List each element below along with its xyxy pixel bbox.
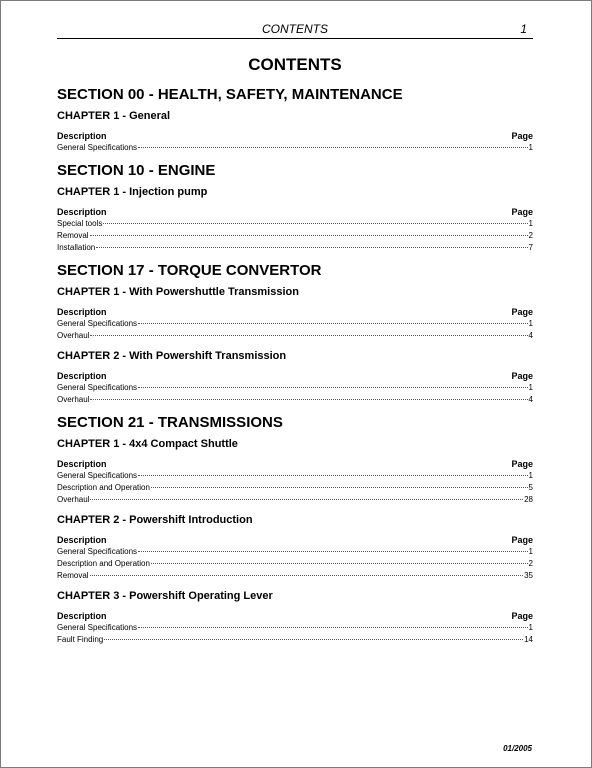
toc-entry-page: 35 <box>524 571 533 580</box>
toc-entry-label: General Specifications <box>57 547 138 556</box>
main-title: CONTENTS <box>248 55 342 74</box>
entries-header <box>57 535 533 546</box>
chapter <box>57 513 533 582</box>
toc-entry-page: 28 <box>524 495 533 504</box>
description-column-header: Description <box>57 535 107 545</box>
header-page-number: 1 <box>520 22 527 36</box>
entries-header <box>57 307 533 318</box>
toc-entry[interactable] <box>57 330 533 342</box>
toc-entry-label: General Specifications <box>57 383 138 392</box>
entries-header <box>57 207 533 218</box>
chapter-title: CHAPTER 1 - With Powershuttle Transmission <box>57 286 299 298</box>
page-column-header: Page <box>511 371 533 381</box>
toc-entry[interactable] <box>57 218 533 230</box>
chapter-title: CHAPTER 1 - Injection pump <box>57 186 208 198</box>
description-column-header: Description <box>57 611 107 621</box>
toc-entry-page: 1 <box>528 547 533 556</box>
dot-leader <box>138 387 528 388</box>
description-column-header: Description <box>57 307 107 317</box>
chapter <box>57 437 533 506</box>
sections-list <box>57 86 533 646</box>
toc-entry[interactable] <box>57 570 533 582</box>
entries-header <box>57 459 533 470</box>
toc-entry-label: Special tools <box>57 219 103 228</box>
toc-entry[interactable] <box>57 634 533 646</box>
toc-entry-page: 2 <box>528 559 533 568</box>
page-column-header: Page <box>511 307 533 317</box>
toc-entry[interactable] <box>57 558 533 570</box>
toc-entry[interactable] <box>57 494 533 506</box>
chapter-title: CHAPTER 1 - 4x4 Compact Shuttle <box>57 438 238 450</box>
entries-header <box>57 131 533 142</box>
header-title: CONTENTS <box>262 22 328 36</box>
toc-entry[interactable] <box>57 230 533 242</box>
toc-entry[interactable] <box>57 470 533 482</box>
chapter <box>57 589 533 646</box>
toc-entry[interactable] <box>57 482 533 494</box>
section-title: SECTION 17 - TORQUE CONVERTOR <box>57 262 322 279</box>
toc-entry-page: 1 <box>528 623 533 632</box>
toc-entry[interactable] <box>57 242 533 254</box>
toc-entry-label: Removal <box>57 571 89 580</box>
toc-entry[interactable] <box>57 142 533 154</box>
toc-entry-page: 2 <box>528 231 533 240</box>
toc-entry-label: Installation <box>57 243 96 252</box>
dot-leader <box>151 563 528 564</box>
toc-entry[interactable] <box>57 382 533 394</box>
chapter-title: CHAPTER 2 - Powershift Introduction <box>57 514 253 526</box>
dot-leader <box>138 323 528 324</box>
dot-leader <box>96 247 527 248</box>
page-column-header: Page <box>511 535 533 545</box>
page-header <box>57 22 533 39</box>
chapter <box>57 109 533 154</box>
dot-leader <box>90 335 527 336</box>
toc-entry[interactable] <box>57 394 533 406</box>
toc-entry-label: Description and Operation <box>57 559 150 568</box>
dot-leader <box>90 499 523 500</box>
chapter <box>57 349 533 406</box>
toc-entry-label: Fault Finding <box>57 635 104 644</box>
toc-entry-page: 1 <box>528 383 533 392</box>
section-title: SECTION 10 - ENGINE <box>57 162 216 179</box>
dot-leader <box>138 551 528 552</box>
section-title: SECTION 21 - TRANSMISSIONS <box>57 414 283 431</box>
toc-entry-label: Overhaul <box>57 331 90 340</box>
dot-leader <box>138 475 528 476</box>
page-column-header: Page <box>511 459 533 469</box>
chapter <box>57 185 533 254</box>
toc-entry-page: 7 <box>528 243 533 252</box>
chapter-title: CHAPTER 3 - Powershift Operating Lever <box>57 590 273 602</box>
toc-entry-page: 1 <box>528 219 533 228</box>
section <box>57 162 533 254</box>
toc-entry[interactable] <box>57 546 533 558</box>
chapter-title: CHAPTER 1 - General <box>57 110 171 122</box>
section <box>57 262 533 406</box>
description-column-header: Description <box>57 459 107 469</box>
section <box>57 414 533 646</box>
page-column-header: Page <box>511 131 533 141</box>
toc-entry-label: General Specifications <box>57 319 138 328</box>
toc-entry-page: 1 <box>528 319 533 328</box>
description-column-header: Description <box>57 371 107 381</box>
footer-date: 01/2005 <box>503 744 532 753</box>
dot-leader <box>90 575 524 576</box>
dot-leader <box>103 223 527 224</box>
dot-leader <box>138 147 528 148</box>
dot-leader <box>104 639 523 640</box>
page-column-header: Page <box>511 207 533 217</box>
dot-leader <box>90 399 527 400</box>
entries-header <box>57 371 533 382</box>
section <box>57 86 533 154</box>
contents-body <box>57 54 533 646</box>
toc-entry-page: 4 <box>528 331 533 340</box>
page-column-header: Page <box>511 611 533 621</box>
chapter-title: CHAPTER 2 - With Powershift Transmission <box>57 350 287 362</box>
dot-leader <box>151 487 528 488</box>
toc-entry-label: Removal <box>57 231 89 240</box>
section-title: SECTION 00 - HEALTH, SAFETY, MAINTENANCE <box>57 86 403 103</box>
dot-leader <box>138 627 528 628</box>
toc-entry-page: 1 <box>528 471 533 480</box>
toc-entry-label: Overhaul <box>57 495 90 504</box>
toc-entry-label: Description and Operation <box>57 483 150 492</box>
toc-entry-page: 14 <box>524 635 533 644</box>
toc-entry-label: Overhaul <box>57 395 90 404</box>
dot-leader <box>90 235 528 236</box>
toc-entry-page: 4 <box>528 395 533 404</box>
chapter <box>57 285 533 342</box>
toc-entry-label: General Specifications <box>57 143 138 152</box>
toc-entry[interactable] <box>57 622 533 634</box>
toc-entry-page: 5 <box>528 483 533 492</box>
description-column-header: Description <box>57 207 107 217</box>
toc-entry[interactable] <box>57 318 533 330</box>
toc-entry-label: General Specifications <box>57 471 138 480</box>
toc-entry-page: 1 <box>528 143 533 152</box>
toc-entry-label: General Specifications <box>57 623 138 632</box>
description-column-header: Description <box>57 131 107 141</box>
entries-header <box>57 611 533 622</box>
